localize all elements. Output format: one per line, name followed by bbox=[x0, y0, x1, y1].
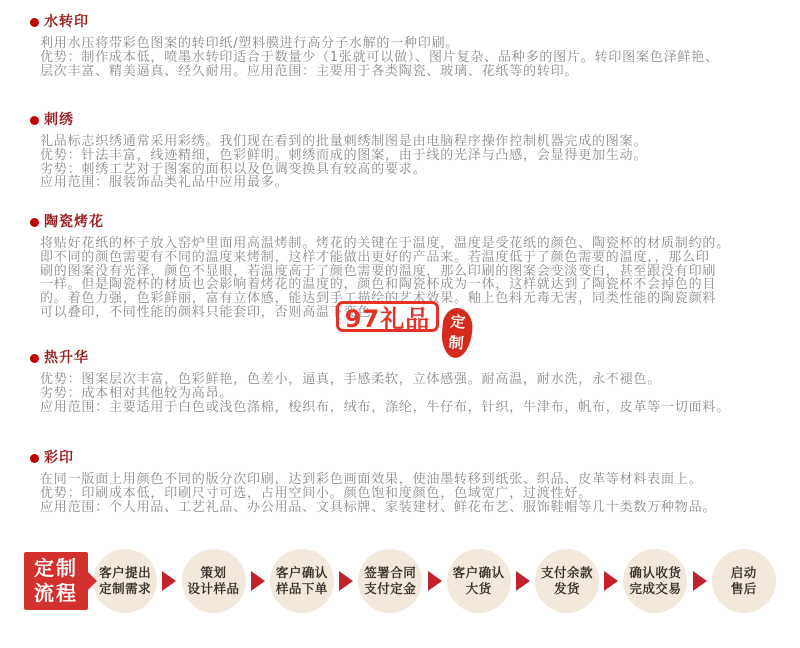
body-line: 层次丰富、精美逼真、经久耐用。应用范围：主要用于各类陶瓷、玻璃、花纸等的转印。 bbox=[40, 63, 579, 79]
section-body bbox=[0, 135, 800, 190]
bullet-icon bbox=[30, 116, 39, 125]
flow-step-2 bbox=[182, 549, 246, 613]
section-title: 彩印 bbox=[44, 450, 74, 466]
section-body bbox=[0, 373, 800, 414]
step-label: 定制需求 bbox=[99, 581, 152, 596]
section-header bbox=[0, 14, 800, 30]
section-body bbox=[0, 37, 800, 78]
body-line: 的。着色力强，色彩鲜丽，富有立体感，能达到手工描绘的艺术效果。釉上色料无毒无害，同类性能的陶瓷颜料 bbox=[40, 291, 717, 307]
section-embroidery bbox=[0, 112, 800, 190]
section-title: 刺绣 bbox=[44, 112, 74, 128]
body-line: 即不同的颜色需要有不同的温度来烤制，这样才能做出更好的产品来。若温度低于了颜色需要的温度，，那么印 bbox=[40, 249, 710, 265]
arrow-right-icon bbox=[162, 571, 176, 591]
body-line: 优势：针法丰富，线迹精细，色彩鲜明。刺绣而成的图案，由于线的光泽与凸感，会显得更加生动。 bbox=[40, 147, 648, 163]
section-title: 水转印 bbox=[44, 14, 89, 30]
arrow-right-icon bbox=[693, 571, 707, 591]
section-header bbox=[0, 112, 800, 128]
body-line: 礼品标志织绣通常采用彩绣。我们现在看到的批量刺绣制图是由电脑程序操作控制机器完成的图案。 bbox=[40, 134, 648, 149]
flow-step-7 bbox=[623, 549, 687, 613]
step-label: 样品下单 bbox=[275, 581, 328, 596]
arrow-right-icon bbox=[516, 571, 530, 591]
bullet-icon bbox=[30, 18, 39, 27]
body-line: 劣势：刺绣工艺对于图案的面积以及色调变换具有较高的要求。 bbox=[40, 161, 427, 177]
body-line: 优势：印刷成本低，印刷尺寸可选，占用空间小。颜色饱和度颜色，色域宽广，过渡性好。 bbox=[40, 485, 593, 501]
body-line: 应用范围：服装饰品类礼品中应用最多。 bbox=[40, 175, 289, 191]
body-line: 可以叠印，不同性能的颜料只能套印，否则高温下变色。 bbox=[40, 304, 386, 320]
body-line: 刷的图案没有光泽，颜色不显眼，若温度高于了颜色需要的温度，那么印刷的图案会变淡变白，甚至跟没有印刷 bbox=[40, 263, 717, 279]
body-line: 优势：制作成本低，喷墨水转印适合于数量少（1张就可以做）、图片复杂、品种多的图片。转印图案色泽鲜艳、 bbox=[40, 49, 719, 65]
step-label: 大货 bbox=[465, 581, 492, 596]
body-line: 优势：图案层次丰富，色彩鲜艳，色差小，逼真，手感柔软，立体感强。耐高温，耐水洗，永不褪色。 bbox=[40, 372, 662, 387]
step-label: 支付定金 bbox=[364, 581, 417, 596]
bullet-icon bbox=[30, 454, 39, 463]
body-line: 应用范围：个人用品、工艺礼品、办公用品、文具标牌、家装建材、鲜花布艺、服饰鞋帽等几十类数万种物品。 bbox=[40, 499, 717, 515]
section-water-transfer bbox=[0, 14, 800, 78]
body-line: 应用范围：主要适用于白色或浅色涤棉，梭织布，绒布，涤纶，牛仔布，针织，牛津布，帆布，皮革等一切面料。 bbox=[40, 399, 731, 415]
body-line: 利用水压将带彩色图案的转印纸/塑料膜进行高分子水解的一种印刷。 bbox=[40, 36, 460, 51]
body-line: 在同一版面上用颜色不同的版分次印刷，达到彩色画面效果，使油墨转移到纸张、织品、皮革等材料表面上。 bbox=[40, 472, 703, 487]
arrow-right-icon bbox=[604, 571, 618, 591]
step-label: 确认收货 bbox=[629, 565, 682, 580]
flow-step-5 bbox=[447, 549, 511, 613]
body-line: 一样。但是陶瓷杯的材质也会影响着烤花的温度的，颜色和陶瓷杯成为一体，这样就达到了陶瓷杯不会掉色的目 bbox=[40, 277, 717, 293]
flow-step-1 bbox=[93, 549, 157, 613]
step-label: 签署合同 bbox=[364, 565, 417, 580]
body-line: 将贴好花纸的杯子放入窑炉里面用高温烤制。烤花的关键在于温度，温度是受花纸的颜色、陶瓷杯的材质制约的。 bbox=[40, 236, 731, 251]
flow-title-box bbox=[24, 552, 88, 610]
step-label: 售后 bbox=[730, 581, 757, 596]
step-label: 支付余款 bbox=[541, 565, 594, 580]
body-line: 劣势：成本相对其他较为高昂。 bbox=[40, 385, 234, 401]
arrow-right-icon bbox=[428, 571, 442, 591]
flow-title-line: 流程 bbox=[34, 581, 78, 605]
step-label: 客户确认 bbox=[275, 565, 328, 580]
flow-step-4 bbox=[358, 549, 422, 613]
section-color-printing bbox=[0, 450, 800, 514]
step-label: 设计样品 bbox=[187, 581, 240, 596]
step-label: 发货 bbox=[554, 581, 581, 596]
section-title: 热升华 bbox=[44, 350, 89, 366]
bullet-icon bbox=[30, 218, 39, 227]
step-label: 策划 bbox=[200, 565, 227, 580]
bullet-icon bbox=[30, 354, 39, 363]
section-header bbox=[0, 214, 800, 230]
step-label: 客户确认 bbox=[452, 565, 505, 580]
section-header bbox=[0, 350, 800, 366]
seal-char: 制 bbox=[447, 333, 465, 353]
watermark-logo: 97礼品 bbox=[336, 301, 439, 332]
step-label: 客户提出 bbox=[99, 565, 152, 580]
step-label: 启动 bbox=[730, 565, 757, 580]
flow-step-3 bbox=[270, 549, 334, 613]
seal-char: 定 bbox=[449, 312, 467, 332]
step-label: 完成交易 bbox=[629, 581, 682, 596]
arrow-right-icon bbox=[339, 571, 353, 591]
flow-step-6 bbox=[535, 549, 599, 613]
flow-step-8 bbox=[712, 549, 776, 613]
section-thermal-sublimation bbox=[0, 350, 800, 414]
arrow-right-icon bbox=[251, 571, 265, 591]
customization-process-flow bbox=[24, 547, 776, 615]
section-title: 陶瓷烤花 bbox=[44, 214, 104, 230]
section-body bbox=[0, 473, 800, 514]
section-header bbox=[0, 450, 800, 466]
flow-title-line: 定制 bbox=[34, 556, 78, 580]
